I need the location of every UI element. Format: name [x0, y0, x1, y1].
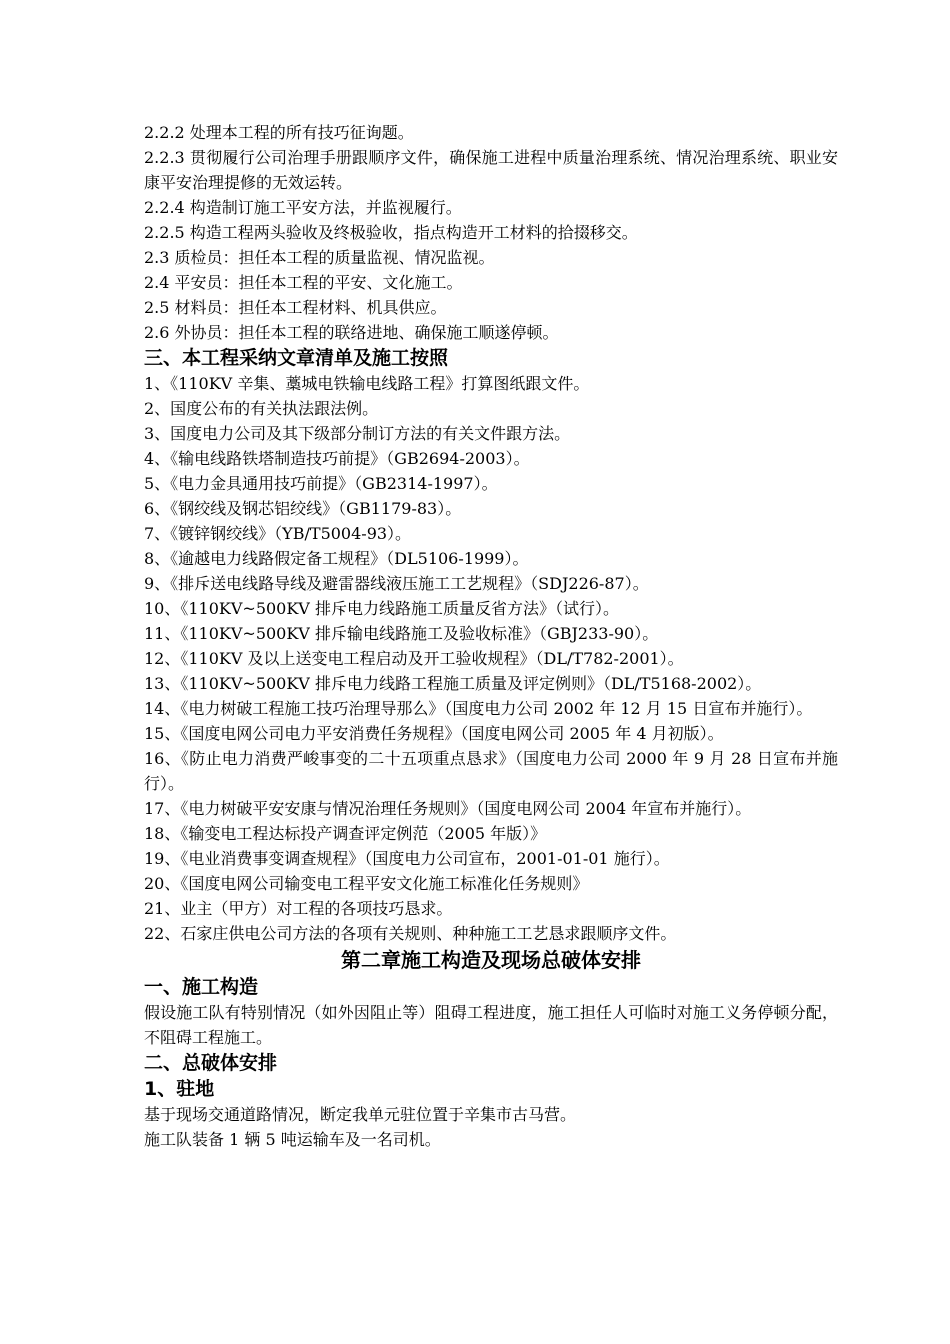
list-item: 8、《逾越电力线路假定备工规程》（DL5106-1999）。 — [144, 549, 529, 568]
section-heading: 一、施工构造 — [144, 976, 259, 998]
chapter-title: 第二章施工构造及现场总破体安排 — [341, 948, 641, 972]
section-heading: 三、本工程采纳文章清单及施工按照 — [144, 347, 449, 369]
list-item: 7、《镀锌钢绞线》（YB/T5004-93）。 — [144, 524, 412, 543]
list-item: 16、《防止电力消费严峻事变的二十五项重点恳求》（国度电力公司 2000 年 9 月 28 日宣布并施行）。 — [144, 749, 838, 793]
paragraph: 2.2.2 处理本工程的所有技巧征询题。 — [144, 123, 414, 142]
list-item: 2、国度公布的有关执法跟法例。 — [144, 399, 379, 418]
list-item: 17、《电力树破平安安康与情况治理任务规则》（国度电网公司 2004 年宣布并施行）。 — [144, 799, 752, 818]
list-item: 22、石家庄供电公司方法的各项有关规则、种种施工工艺恳求跟顺序文件。 — [144, 924, 677, 943]
paragraph: 假设施工队有特别情况（如外因阻止等）阻碍工程进度，施工担任人可临时对施工义务停顿分配，不阻碍工程施工。 — [144, 1003, 838, 1047]
paragraph: 基于现场交通道路情况，断定我单元驻位置于辛集市古马营。 — [144, 1105, 577, 1124]
list-item: 3、国度电力公司及其下级部分制订方法的有关文件跟方法。 — [144, 424, 571, 443]
list-item: 9、《排斥送电线路导线及避雷器线液压施工工艺规程》（SDJ226-87）。 — [144, 574, 649, 593]
paragraph: 2.2.3 贯彻履行公司治理手册跟顺序文件，确保施工进程中质量治理系统、情况治理系统、职业安康平安治理提修的无效运转。 — [144, 148, 838, 192]
paragraph: 2.2.4 构造制订施工平安方法，并监视履行。 — [144, 198, 462, 217]
list-item: 21、业主（甲方）对工程的各项技巧恳求。 — [144, 899, 453, 918]
list-item: 6、《钢绞线及钢芯铝绞线》（GB1179-83）。 — [144, 499, 462, 518]
list-item: 13、《110KV~500KV 排斥电力线路工程施工质量及评定例则》（DL/T5168-2002）。 — [144, 674, 762, 693]
section-heading: 二、总破体安排 — [144, 1052, 278, 1074]
paragraph: 2.5 材料员：担任本工程材料、机具供应。 — [144, 298, 447, 317]
list-item: 11、《110KV~500KV 排斥输电线路施工及验收标准》（GBJ233-90）。 — [144, 624, 659, 643]
list-item: 18、《输变电工程达标投产调查评定例范（2005 年版）》 — [144, 824, 547, 843]
list-item: 15、《国度电网公司电力平安消费任务规程》（国度电网公司 2005 年 4 月初版）。 — [144, 724, 724, 743]
paragraph: 2.4 平安员：担任本工程的平安、文化施工。 — [144, 273, 463, 292]
list-item: 14、《电力树破工程施工技巧治理导那么》（国度电力公司 2002 年 12 月 15 日宣布并施行）。 — [144, 699, 813, 718]
list-item: 10、《110KV~500KV 排斥电力线路施工质量反省方法》（试行）。 — [144, 599, 619, 618]
list-item: 20、《国度电网公司输变电工程平安文化施工标准化任务规则》 — [144, 874, 589, 893]
list-item: 19、《电业消费事变调查规程》（国度电力公司宣布，2001-01-01 施行）。 — [144, 849, 670, 868]
list-item: 12、《110KV 及以上送变电工程启动及开工验收规程》（DL/T782-2001）。 — [144, 649, 684, 668]
paragraph: 2.3 质检员：担任本工程的质量监视、情况监视。 — [144, 248, 495, 267]
list-item: 1、《110KV 辛集、藁城电铁输电线路工程》打算图纸跟文件。 — [144, 374, 590, 393]
list-item: 4、《输电线路铁塔制造技巧前提》（GB2694-2003）。 — [144, 449, 530, 468]
paragraph: 施工队装备 1 辆 5 吨运输车及一名司机。 — [144, 1130, 441, 1149]
list-item: 5、《电力金具通用技巧前提》（GB2314-1997）。 — [144, 474, 498, 493]
document-page — [144, 120, 838, 1152]
paragraph: 2.2.5 构造工程两头验收及终极验收，指点构造开工材料的拾掇移交。 — [144, 223, 638, 242]
subsection-heading: 1、驻地 — [144, 1078, 215, 1100]
paragraph: 2.6 外协员：担任本工程的联络进地、确保施工顺遂停顿。 — [144, 323, 559, 342]
